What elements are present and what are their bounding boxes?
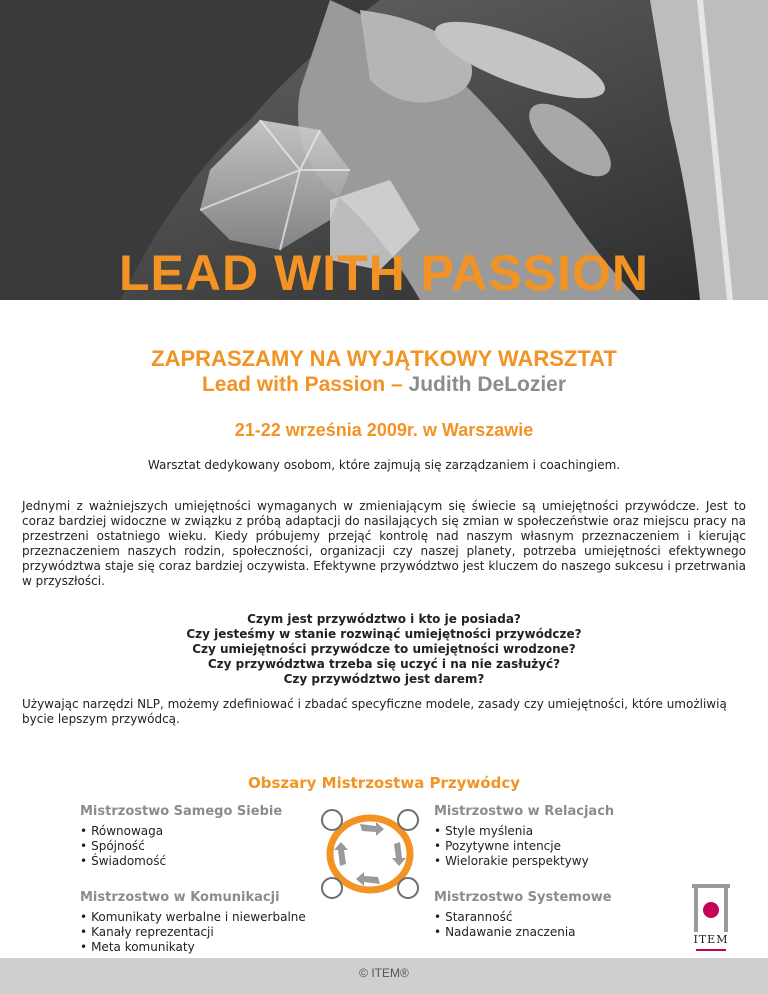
area-title: Mistrzostwo w Komunikacji bbox=[80, 890, 280, 905]
tagline: Warsztat dedykowany osobom, które zajmują się zarządzaniem i coachingiem. bbox=[147, 458, 621, 472]
list-item: • Spójność bbox=[80, 839, 145, 853]
area-systemic-mastery bbox=[434, 890, 612, 940]
question: Czym jest przywództwo i kto je posiada? bbox=[247, 612, 521, 626]
workshop-date: 21-22 września 2009r. w Warszawie bbox=[234, 420, 534, 440]
node-circle bbox=[398, 878, 418, 898]
invite-heading: ZAPRASZAMY NA WYJĄTKOWY WARSZTAT bbox=[151, 346, 617, 371]
workshop-subtitle bbox=[0, 373, 768, 397]
node-circle bbox=[322, 878, 342, 898]
area-list bbox=[434, 824, 614, 869]
question: Czy umiejętności przywódcze to umiejętności wrodzone? bbox=[192, 642, 576, 656]
item-logo-icon bbox=[686, 882, 736, 958]
list-item: • Wielorakie perspektywy bbox=[434, 854, 589, 868]
area-list bbox=[80, 824, 282, 869]
area-list bbox=[434, 910, 612, 940]
area-self-mastery bbox=[80, 804, 282, 869]
logo-underline bbox=[696, 949, 726, 951]
list-item: • Równowaga bbox=[80, 824, 164, 838]
list-item: • Pozytywne intencje bbox=[434, 839, 561, 853]
list-item: • Świadomość bbox=[80, 854, 167, 868]
intro-paragraph: Jednymi z ważniejszych umiejętności wymaganych w zmieniającym się świecie są umiejętności przywódcze. Jest to coraz bardziej widoczne w związku z próbą adaptacji do nasilających się zmian w społeczeństwie oraz miejscu pracy na przestrzeni ostatniego wieku. Kiedy próbujemy przejąć kontrolę nad naszym własnym przeznaczeniem i kierując przeznaczeniem naszych rodzin, społeczności, organizacji czy naszej planety, potrzeba umiejętności efektywnego przywództwa staje się coraz bardziej oczywista. Efektywne przywództwo jest kluczem do naszego sukcesu i przetrwania w przyszłości. bbox=[22, 499, 746, 588]
mastery-cycle-diagram bbox=[316, 806, 424, 902]
list-item: • Style myślenia bbox=[434, 824, 534, 838]
node-circle bbox=[398, 810, 418, 830]
question: Czy jesteśmy w stanie rozwinąć umiejętności przywódcze? bbox=[186, 627, 582, 641]
list-item: • Komunikaty werbalne i niewerbalne bbox=[80, 910, 306, 924]
list-item: • Staranność bbox=[434, 910, 513, 924]
questions-block bbox=[0, 612, 768, 687]
area-list bbox=[80, 910, 306, 955]
question: Czy przywództwa trzeba się uczyć i na nie zasłużyć? bbox=[207, 657, 561, 671]
list-item: • Meta komunikaty bbox=[80, 940, 195, 954]
arrow-icon bbox=[334, 822, 406, 886]
question: Czy przywództwo jest darem? bbox=[283, 672, 485, 686]
node-circle bbox=[322, 810, 342, 830]
list-item: • Nadawanie znaczenia bbox=[434, 925, 576, 939]
nlp-paragraph: Używając narzędzi NLP, możemy zdefiniować i zbadać specyficzne modele, zasady czy umiejętności, które umożliwią bycie lepszym przywódcą. bbox=[22, 697, 727, 726]
area-title: Mistrzostwo Samego Siebie bbox=[80, 804, 283, 819]
hero-image bbox=[0, 0, 768, 300]
areas-title: Obszary Mistrzostwa Przywódcy bbox=[247, 774, 521, 792]
footer-copyright: © ITEM® bbox=[0, 958, 768, 994]
logo-text: ITEM bbox=[693, 933, 729, 946]
area-title: Mistrzostwo w Relacjach bbox=[434, 804, 615, 819]
trainer-name: Judith DeLozier bbox=[402, 373, 567, 396]
area-communication-mastery bbox=[80, 890, 306, 955]
list-item: • Kanały reprezentacji bbox=[80, 925, 214, 939]
area-title: Mistrzostwo Systemowe bbox=[434, 890, 612, 905]
workshop-name: Lead with Passion – bbox=[201, 373, 403, 396]
hero-title: LEAD WITH PASSION bbox=[119, 245, 649, 300]
area-relations-mastery bbox=[434, 804, 614, 869]
